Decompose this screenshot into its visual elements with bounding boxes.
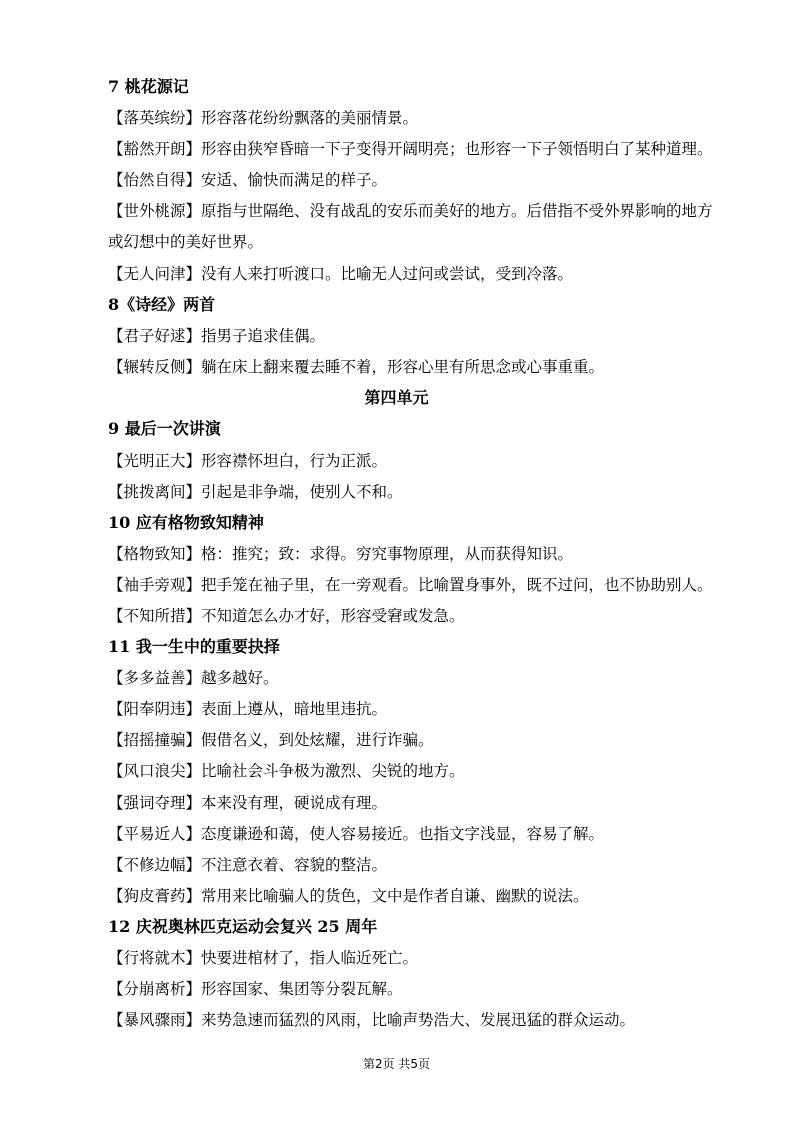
idiom-entry: 【多多益善】越多越好。: [108, 669, 279, 687]
section-heading: 10 应有格物致知精神: [108, 513, 264, 532]
idiom-entry: 【不知所措】不知道怎么办才好，形容受窘或发急。: [108, 607, 465, 625]
section-heading: 12 庆祝奥林匹克运动会复兴 25 周年: [108, 917, 378, 936]
idiom-entry: 【狗皮膏药】常用来比喻骗人的货色，文中是作者自谦、幽默的说法。: [108, 887, 589, 905]
section-heading: 9 最后一次讲演: [108, 419, 221, 438]
idiom-entry: 【无人问津】没有人来打听渡口。比喻无人过问或尝试，受到冷落。: [108, 265, 574, 283]
idiom-entry: 【招摇撞骗】假借名义，到处炫耀，进行诈骗。: [108, 731, 434, 749]
page-footer: 第2页 共5页: [362, 1057, 431, 1071]
unit-heading: 第四单元: [364, 388, 429, 407]
section-heading: 8《诗经》两首: [108, 295, 216, 314]
idiom-entry: 【辗转反侧】躺在床上翻来覆去睡不着，形容心里有所思念或心事重重。: [108, 358, 605, 376]
idiom-entry: 【格物致知】格：推究；致：求得。穷究事物原理，从而获得知识。: [108, 545, 574, 563]
idiom-entry: 【分崩离析】形容国家、集团等分裂瓦解。: [108, 980, 403, 998]
idiom-entry: 【不修边幅】不注意衣着、容貌的整洁。: [108, 856, 388, 874]
idiom-entry: 【光明正大】形容襟怀坦白，行为正派。: [108, 452, 388, 470]
idiom-entry: 【暴风骤雨】来势急速而猛烈的风雨，比喻声势浩大、发展迅猛的群众运动。: [108, 1011, 636, 1029]
idiom-entry: 【风口浪尖】比喻社会斗争极为激烈、尖锐的地方。: [108, 762, 465, 780]
idiom-entry: 【豁然开朗】形容由狭窄昏暗一下子变得开阔明亮；也形容一下子领悟明白了某种道理。: [108, 140, 713, 158]
idiom-entry: 【行将就木】快要进棺材了，指人临近死亡。: [108, 949, 419, 967]
idiom-entry: 【阳奉阴违】表面上遵从，暗地里违抗。: [108, 700, 388, 718]
idiom-entry-text: 【世外桃源】原指与世隔绝、没有战乱的安乐而美好的地方。后借指不受外界影响的地方或幻想中的美好世界。: [108, 202, 713, 251]
idiom-entry: 【落英缤纷】形容落花纷纷飘落的美丽情景。: [108, 109, 419, 127]
idiom-entry: 【怡然自得】安适、愉快而满足的样子。: [108, 171, 388, 189]
idiom-entry: 【强词夺理】本来没有理，硬说成有理。: [108, 794, 388, 812]
idiom-entry: 【挑拨离间】引起是非争端，使别人不和。: [108, 483, 403, 501]
section-heading: 11 我一生中的重要抉择: [108, 637, 280, 656]
idiom-entry: 【君子好逑】指男子追求佳偶。: [108, 327, 326, 345]
idiom-entry: [108, 196, 720, 258]
section-heading: 7 桃花源记: [108, 77, 189, 96]
idiom-entry: 【平易近人】态度谦逊和蔼，使人容易接近。也指文字浅显，容易了解。: [108, 825, 605, 843]
idiom-entry: 【袖手旁观】把手笼在袖子里，在一旁观看。比喻置身事外，既不过问，也不协助别人。: [108, 576, 713, 594]
